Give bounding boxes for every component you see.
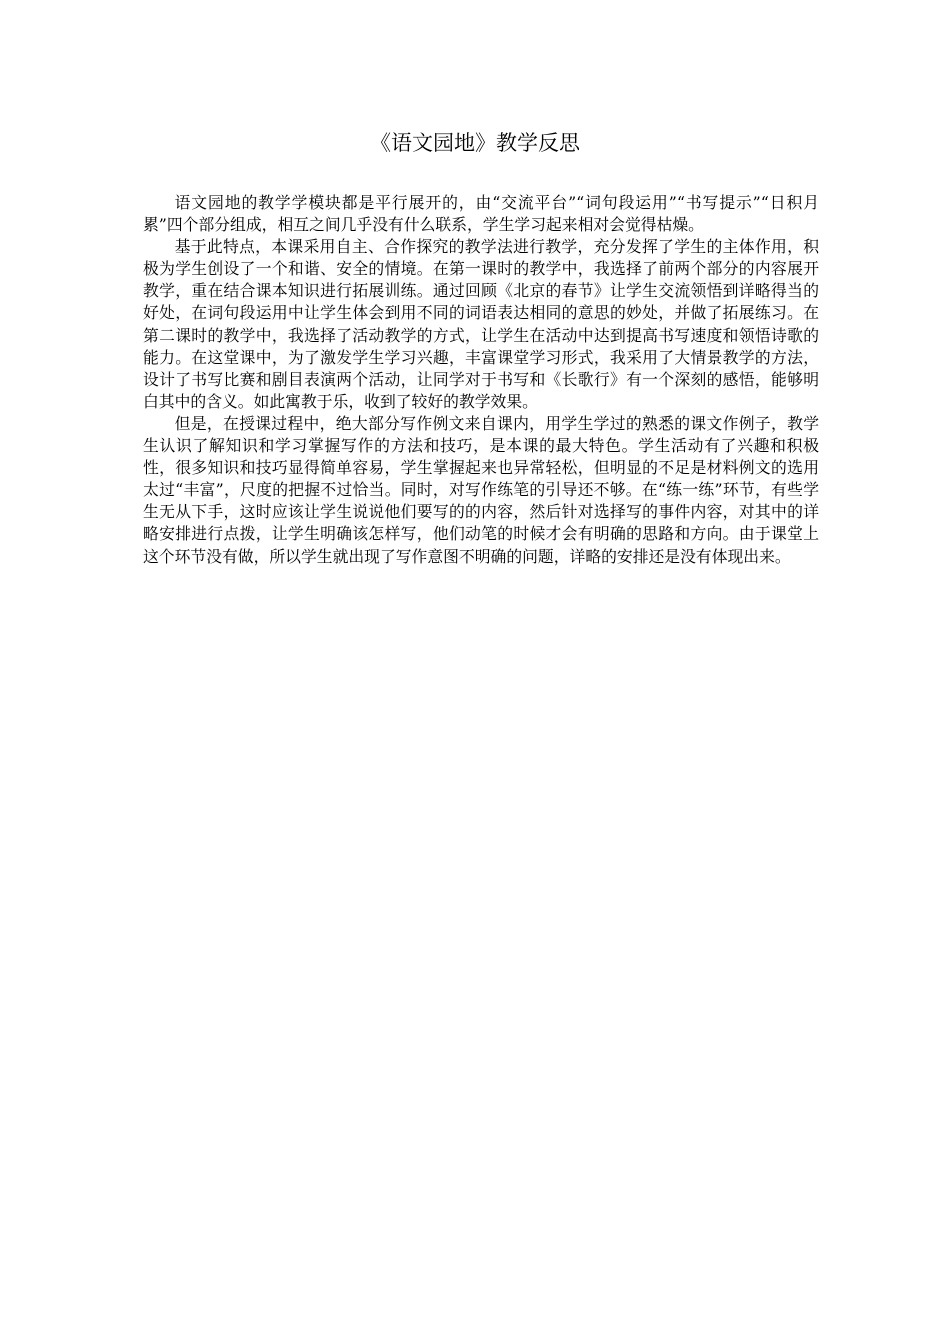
document-title: 《语文园地》教学反思 [370, 131, 580, 155]
paragraph-1: 语文园地的教学学模块都是平行展开的，由“交流平台”“词句段运用”“书写提示”“日积月累”四个部分组成，相互之间几乎没有什么联系，学生学习起来相对会觉得枯燥。 [143, 193, 819, 235]
document-body [143, 192, 819, 568]
paragraph-3: 但是，在授课过程中，绝大部分写作例文来自课内，用学生学过的熟悉的课文作例子，教学生认识了解知识和学习掌握写作的方法和技巧，是本课的最大特色。学生活动有了兴趣和积极性，很多知识和技巧显得简单容易，学生掌握起来也异常轻松，但明显的不足是材料例文的选用太过“丰富”，尺度的把握不过恰当。同时，对写作练笔的引导还不够。在“练一练”环节，有些学生无从下手，这时应该让学生说说他们要写的的内容，然后针对选择写的事件内容，对其中的详略安排进行点拨，让学生明确该怎样写，他们动笔的时候才会有明确的思路和方向。由于课堂上这个环节没有做，所以学生就出现了写作意图不明确的问题，详略的安排还是没有体现出来。 [143, 413, 819, 566]
paragraph-2: 基于此特点，本课采用自主、合作探究的教学法进行教学，充分发挥了学生的主体作用，积极为学生创设了一个和谐、安全的情境。在第一课时的教学中，我选择了前两个部分的内容展开教学，重在结合课本知识进行拓展训练。通过回顾《北京的春节》让学生交流领悟到详略得当的好处，在词句段运用中让学生体会到用不同的词语表达相同的意思的妙处，并做了拓展练习。在第二课时的教学中，我选择了活动教学的方式，让学生在活动中达到提高书写速度和领悟诗歌的能力。在这堂课中，为了激发学生学习兴趣，丰富课堂学习形式，我采用了大情景教学的方法，设计了书写比赛和剧目表演两个活动，让同学对于书写和《长歌行》有一个深刻的感悟，能够明白其中的含义。如此寓教于乐，收到了较好的教学效果。 [143, 237, 819, 411]
